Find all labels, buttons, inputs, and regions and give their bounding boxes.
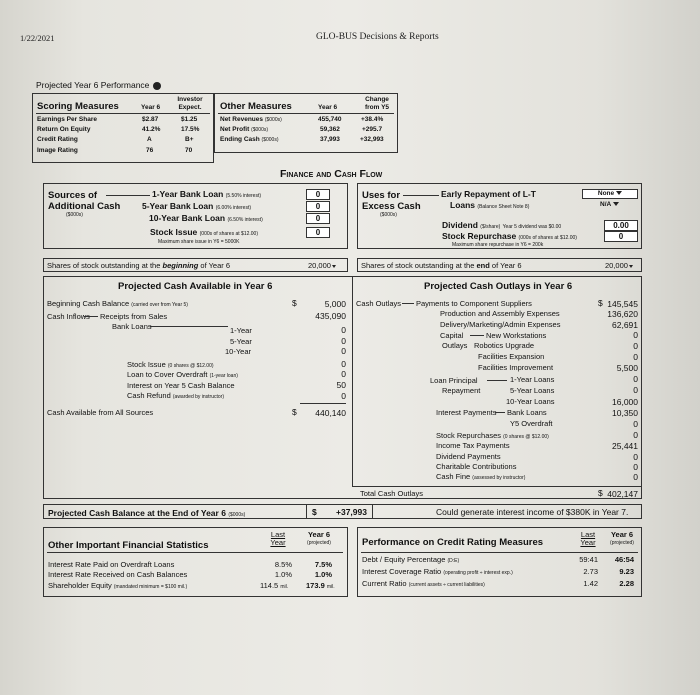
credit-row-label: Interest Coverage Ratio (operating profit ÷ interest exp.) [362, 567, 513, 576]
outlay-row-label: 10-Year Loans [506, 397, 555, 406]
other-row-label: Net Profit ($000s) [220, 126, 269, 133]
interest-inflow-label: Interest on Year 5 Cash Balance [127, 381, 235, 390]
available-label: Cash Available from All Sources [47, 408, 154, 417]
loan1-label: 1-Year Bank Loan (5.50% interest) [152, 189, 262, 199]
sources-label: Sources of Additional Cash [48, 190, 121, 212]
shares-begin-label: Shares of stock outstanding at the beginning of Year 6 [47, 261, 231, 270]
report-date: 1/22/2021 [20, 33, 55, 43]
outlay-row-label: New Workstations [486, 331, 547, 340]
sources-unit: ($000s) [66, 212, 83, 218]
other-row-change: +295.7 [362, 126, 383, 133]
stock-issue-input[interactable]: 0 [306, 227, 330, 238]
outlay-row-value: 16,000 [612, 397, 638, 407]
other-header: Other Measures [220, 101, 292, 112]
credit-row-label: Debt / Equity Percentage (D:E) [362, 555, 460, 564]
score-row-label: Credit Rating [37, 136, 78, 143]
credit-row-last: 1.42 [583, 579, 598, 588]
outlay-row-value: 0 [633, 452, 638, 462]
stock-issue-inflow-value: 0 [341, 359, 346, 369]
loan10-label: 10-Year Bank Loan (6.50% interest) [149, 213, 263, 223]
cash-outlays-title: Projected Cash Outlays in Year 6 [424, 281, 573, 292]
credit-title: Performance on Credit Rating Measures [362, 537, 544, 548]
outlay-row-label: Robotics Upgrade [474, 341, 535, 350]
stats-row-last: 114.5 mil. [260, 581, 289, 590]
credit-row-label: Current Ratio (current assets ÷ current liabilities) [362, 579, 485, 588]
score-row-y6: 41.2% [142, 126, 161, 133]
credit-year6-header: Year 6 (projected) [610, 530, 634, 546]
stock-issue-label: Stock Issue (000s of shares at $12.00) [150, 227, 258, 237]
stats-row-label: Interest Rate Paid on Overdraft Loans [48, 560, 175, 569]
finance-title: Finance and Cash Flow [280, 168, 383, 180]
receipts-value: 435,090 [315, 311, 346, 321]
outlay-row-value: 0 [633, 374, 638, 384]
outlay-row-label: Income Tax Payments [436, 441, 510, 450]
refund-label: Cash Refund (awarded by instructor) [127, 391, 225, 400]
stock-issue-max: Maximum share issue in Y6 = 5000K [158, 239, 240, 245]
chevron-down-icon[interactable] [332, 265, 336, 268]
stats-row-y6: 7.5% [314, 560, 332, 569]
credit-row-y6: 46:54 [614, 555, 634, 564]
total-outlays-label: Total Cash Outlays [360, 489, 423, 498]
total-outlays-value: 402,147 [607, 489, 638, 499]
stats-row-last: 8.5% [274, 560, 292, 569]
score-row-y6: A [147, 136, 152, 143]
outlay-row-value: 0 [633, 341, 638, 351]
chevron-down-icon[interactable] [616, 191, 622, 195]
outlay-row-label: Y5 Overdraft [510, 419, 553, 428]
outlay-row-label: Facilities Expansion [478, 352, 545, 361]
stats-row-label: Shareholder Equity (mandated minimum = $100 mil.) [48, 581, 188, 590]
inflow-l5-value: 0 [341, 336, 346, 346]
report-title: GLO-BUS Decisions & Reports [316, 32, 439, 42]
overdraft-value: 0 [341, 369, 346, 379]
credit-row-y6: 2.28 [619, 579, 634, 588]
cash-available-title: Projected Cash Available in Year 6 [118, 281, 273, 292]
loan10-input[interactable]: 0 [306, 213, 330, 224]
overdraft-label: Loan to Cover Overdraft (1-year loan) [127, 370, 238, 379]
uses-unit: ($000s) [380, 212, 397, 218]
stats-row-y6: 1.0% [314, 570, 332, 579]
outlay-row-value: 5,500 [616, 363, 638, 373]
cash-balance-label: Projected Cash Balance at the End of Year 6 ($000s) [48, 508, 246, 518]
outlay-row-label: Cash Fine (assessed by instructor) [436, 472, 526, 481]
score-row-label: Return On Equity [37, 126, 91, 133]
other-row-y6: 59,362 [320, 126, 340, 133]
beginning-dollar: $ [292, 298, 297, 308]
uses-label: Uses for Excess Cash [362, 190, 421, 212]
stats-title: Other Important Financial Statistics [48, 540, 209, 551]
cash-balance-dollar: $ [312, 507, 317, 517]
outlay-row-value: 0 [633, 419, 638, 429]
score-row-y6: 76 [146, 147, 154, 154]
shares-end-value: 20,000 [605, 261, 633, 270]
eye-icon[interactable] [153, 82, 161, 90]
loan-principal-label: Loan Principal [430, 376, 478, 385]
outlays-label: Cash Outlays [356, 299, 402, 308]
outlay-row-value: 0 [633, 352, 638, 362]
outlay-row-value: 0 [633, 472, 638, 482]
capital-outlays-label: Outlays [442, 341, 468, 350]
scoring-year6-header: Year 6 [141, 104, 161, 111]
loan5-input[interactable]: 0 [306, 201, 330, 212]
stats-year6-header: Year 6 (projected) [307, 530, 331, 546]
repayment-label: Repayment [442, 386, 481, 395]
change-header: Change from Y5 [364, 96, 390, 111]
loan1-input[interactable]: 0 [306, 189, 330, 200]
outlay-row-label: Dividend Payments [436, 452, 501, 461]
outlay-row-value: 25,441 [612, 441, 638, 451]
inflow-l10-value: 0 [341, 346, 346, 356]
outlay-row-label: Payments to Component Suppliers [416, 299, 532, 308]
score-row-label: Image Rating [37, 147, 78, 154]
capital-label: Capital [440, 331, 464, 340]
other-row-change: +32,993 [360, 136, 384, 143]
chevron-down-icon[interactable] [613, 202, 619, 206]
outlay-row-value: 0 [633, 330, 638, 340]
available-value: 440,140 [315, 408, 346, 418]
other-year6-header: Year 6 [318, 104, 338, 111]
bank-loans-label: Bank Loans [112, 322, 152, 331]
score-row-inv: 17.5% [181, 126, 200, 133]
other-row-label: Ending Cash ($000s) [220, 136, 279, 143]
credit-row-y6: 9.23 [619, 567, 634, 576]
dividend-input[interactable]: 0.00 [604, 220, 638, 231]
inflows-label: Cash Inflows [47, 312, 90, 321]
chevron-down-icon[interactable] [629, 265, 633, 268]
outlay-row-label: 5-Year Loans [510, 386, 555, 395]
early-repay-loans: Loans (Balance Sheet Note 8) [450, 200, 530, 210]
outlay-row-value: 145,545 [607, 299, 638, 309]
dividend-label: Dividend ($/share) Year 5 dividend was $0.00 [442, 220, 562, 230]
repurchase-max: Maximum share repurchase in Y6 = 200k [452, 242, 544, 248]
scoring-header: Scoring Measures [37, 101, 119, 112]
cash-balance-note: Could generate interest income of $380K in Year 7. [436, 507, 629, 517]
inflow-l5-label: 5-Year [230, 337, 252, 346]
stats-row-label: Interest Rate Received on Cash Balances [48, 570, 188, 579]
shares-begin-value: 20,000 [308, 261, 336, 270]
score-row-inv: $1.25 [181, 116, 198, 123]
repurchase-input[interactable]: 0 [604, 231, 638, 242]
performance-title: Projected Year 6 Performance [36, 80, 161, 90]
outlay-dollar: $ [598, 298, 603, 308]
outlay-row-label: Facilities Improvement [478, 363, 554, 372]
available-dollar: $ [292, 407, 297, 417]
outlay-row-label: 1-Year Loans [510, 375, 555, 384]
stats-row-y6: 173.9 mil. [306, 581, 335, 590]
cash-balance-value: +37,993 [336, 507, 367, 517]
stock-issue-inflow-label: Stock Issue (0 shares @ $12.00) [127, 360, 214, 369]
outlay-row-value: 136,620 [607, 309, 638, 319]
beginning-cash-value: 5,000 [324, 299, 346, 309]
score-row-label: Earnings Per Share [37, 116, 97, 123]
outlay-row-value: 10,350 [612, 408, 638, 418]
refund-value: 0 [341, 391, 346, 401]
credit-row-last: 59:41 [579, 555, 598, 564]
outlay-row-label: Charitable Contributions [436, 462, 517, 471]
outlay-row-label: Production and Assembly Expenses [440, 309, 560, 318]
other-row-y6: 37,993 [320, 136, 340, 143]
outlay-row-value: 0 [633, 430, 638, 440]
outlay-row-label: Bank Loans [507, 408, 547, 417]
early-repay-label: Early Repayment of L-T [441, 189, 536, 199]
inflow-l1-label: 1-Year [230, 326, 252, 335]
other-row-label: Net Revenues ($000s) [220, 116, 282, 123]
stats-row-last: 1.0% [274, 570, 292, 579]
early-repay-select[interactable]: None [582, 189, 638, 199]
shares-end-label: Shares of stock outstanding at the end of Year 6 [361, 261, 522, 270]
interest-inflow-value: 50 [336, 380, 346, 390]
inflow-l10-label: 10-Year [225, 347, 251, 356]
outlay-row-label: Delivery/Marketing/Admin Expenses [440, 320, 561, 329]
investor-header: Investor Expect. [177, 96, 203, 111]
outlay-row-value: 62,691 [612, 320, 638, 330]
outlay-row-label: Stock Repurchases (0 shares @ $12.00) [436, 431, 549, 440]
interest-payments-label: Interest Payments [436, 408, 497, 417]
stats-last-year-header: Last Year [270, 530, 286, 547]
early-repay-na[interactable]: N/A [600, 201, 619, 208]
total-outlays-dollar: $ [598, 488, 603, 498]
beginning-cash-label: Beginning Cash Balance (carried over from Year 5) [47, 299, 188, 308]
credit-last-year-header: Last Year [580, 530, 596, 547]
score-row-inv: 70 [185, 147, 193, 154]
outlay-row-value: 0 [633, 462, 638, 472]
loan5-label: 5-Year Bank Loan (6.00% interest) [142, 201, 252, 211]
repurchase-label: Stock Repurchase (000s of shares at $12.00) [442, 231, 577, 241]
inflow-l1-value: 0 [341, 325, 346, 335]
other-row-change: +38.4% [361, 116, 384, 123]
score-row-y6: $2.87 [142, 116, 159, 123]
receipts-label: Receipts from Sales [100, 312, 168, 321]
other-row-y6: 455,740 [318, 116, 342, 123]
score-row-inv: B+ [185, 136, 194, 143]
credit-row-last: 2.73 [583, 567, 598, 576]
outlay-row-value: 0 [633, 385, 638, 395]
